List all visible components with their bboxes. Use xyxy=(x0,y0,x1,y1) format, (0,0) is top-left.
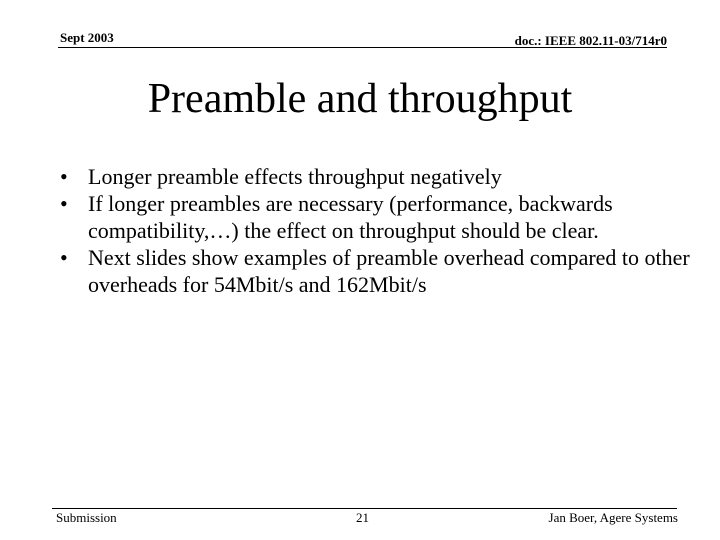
header-rule xyxy=(58,47,667,48)
bullet-mark: • xyxy=(60,164,68,189)
footer-author: Jan Boer, Agere Systems xyxy=(548,510,678,525)
bullet-text: Next slides show examples of preamble overhead compared to other overheads for 54Mbit/s and 162Mbit/s xyxy=(88,245,690,297)
bullet-item xyxy=(60,190,700,244)
bullet-item xyxy=(60,244,700,298)
bullet-list xyxy=(60,163,700,298)
footer-page-number: 21 xyxy=(356,510,369,525)
bullet-mark: • xyxy=(60,191,68,216)
footer-rule xyxy=(52,508,677,509)
header-date: Sept 2003 xyxy=(60,30,114,45)
header-doc-id: doc.: IEEE 802.11-03/714r0 xyxy=(514,33,667,48)
footer-submission: Submission xyxy=(56,510,117,525)
slide-title: Preamble and throughput xyxy=(147,76,573,122)
bullet-item xyxy=(60,163,700,190)
bullet-text: Longer preamble effects throughput negatively xyxy=(88,164,502,189)
bullet-text: If longer preambles are necessary (performance, backwards compatibility,…) the effect on throughput should be clear. xyxy=(88,191,613,243)
bullet-mark: • xyxy=(60,245,68,270)
